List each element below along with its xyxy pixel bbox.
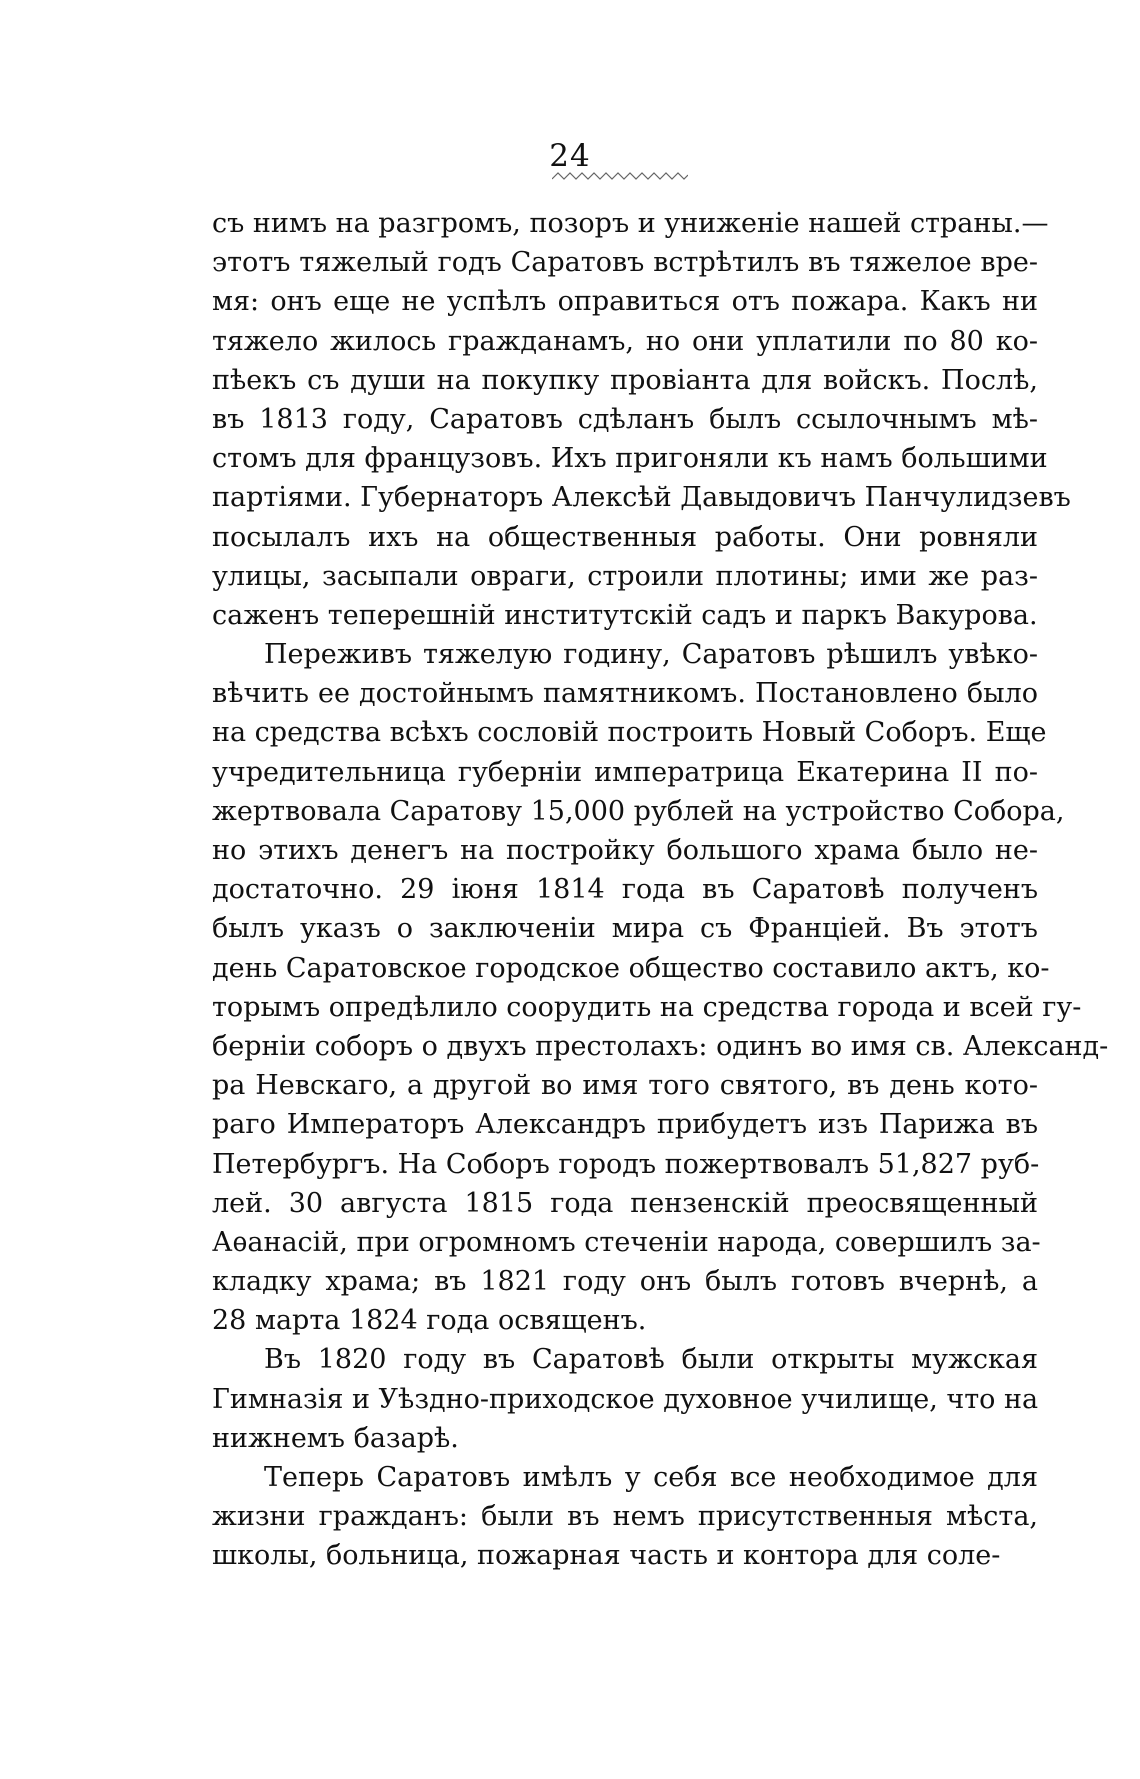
- text-line: съ нимъ на разгромъ, позоръ и униженіе нашей страны.—: [212, 208, 1049, 239]
- text-line: Аѳанасій, при огромномъ стеченіи народа, совершилъ за-: [212, 1226, 1041, 1258]
- text-line: день Саратовское городское общество составило актъ, ко-: [212, 952, 1050, 984]
- page-number: 24: [549, 138, 591, 174]
- text-line: Гимназія и Уѣздно-приходское духовное училище, что на: [212, 1383, 1039, 1415]
- paragraph: [212, 1458, 1038, 1576]
- text-line: тяжело жилось гражданамъ, но они уплатили по 80 ко-: [212, 325, 1038, 357]
- text-line: Переживъ тяжелую годину, Саратовъ рѣшилъ увѣко-: [264, 639, 1038, 671]
- body-text: [212, 204, 1109, 1576]
- text-line: 28 марта 1824 года освященъ.: [212, 1305, 647, 1337]
- text-line: кладку храма; въ 1821 году онъ былъ готовъ вчернѣ, а: [212, 1266, 1038, 1298]
- text-line: стомъ для французовъ. Ихъ пригоняли къ намъ большими: [212, 443, 1048, 475]
- text-line: достаточно. 29 іюня 1814 года въ Саратовѣ полученъ: [212, 874, 1038, 906]
- text-line: Теперь Саратовъ имѣлъ у себя все необходимое для: [264, 1462, 1038, 1493]
- paragraph: [212, 204, 1071, 635]
- text-line: Петербургъ. На Соборъ городъ пожертвовалъ 51,827 руб-: [212, 1148, 1040, 1180]
- text-line: былъ указъ о заключеніи мира съ Франціей. Въ этотъ: [212, 913, 1038, 945]
- text-line: мя: онъ еще не успѣлъ оправиться отъ пожара. Какъ ни: [212, 286, 1038, 318]
- text-line: торымъ опредѣлило соорудить на средства города и всей гу-: [212, 991, 1082, 1023]
- text-line: пѣекъ съ души на покупку провіанта для войскъ. Послѣ,: [212, 364, 1038, 396]
- text-line: жертвовала Саратову 15,000 рублей на устройство Собора,: [212, 795, 1065, 827]
- decorative-rule: [552, 170, 688, 182]
- text-line: нижнемъ базарѣ.: [212, 1422, 459, 1454]
- text-line: на средства всѣхъ сословій построить Новый Соборъ. Еще: [212, 717, 1047, 749]
- text-line: но этихъ денегъ на постройку большого храма было не-: [212, 835, 1038, 866]
- text-line: лей. 30 августа 1815 года пензенскій преосвященный: [212, 1187, 1038, 1219]
- text-line: вѣчить ее достойнымъ памятникомъ. Постановлено было: [212, 678, 1038, 710]
- text-line: берніи соборъ о двухъ престолахъ: одинъ во имя св. Александ-: [212, 1030, 1109, 1062]
- text-line: этотъ тяжелый годъ Саратовъ встрѣтилъ въ тяжелое вре-: [212, 247, 1038, 279]
- text-line: партіями. Губернаторъ Алексѣй Давыдовичъ Панчулидзевъ: [212, 482, 1071, 514]
- text-line: въ 1813 году, Саратовъ сдѣланъ былъ ссылочнымъ мѣ-: [212, 403, 1038, 435]
- text-line: посылалъ ихъ на общественныя работы. Они ровняли: [212, 521, 1038, 553]
- paragraph: [212, 635, 1109, 1340]
- text-line: ра Невскаго, а другой во имя того святого, въ день кото-: [212, 1070, 1038, 1102]
- text-line: жизни гражданъ: были въ немъ присутственныя мѣста,: [212, 1501, 1038, 1533]
- text-line: учредительница губерніи императрица Екатерина II по-: [212, 756, 1038, 788]
- text-line: школы, больница, пожарная часть и контора для соле-: [212, 1540, 1001, 1572]
- text-line: саженъ теперешній институтскій садъ и паркъ Вакурова.: [212, 599, 1038, 631]
- text-line: Въ 1820 году въ Саратовѣ были открыты мужская: [264, 1344, 1038, 1376]
- text-line: улицы, засыпали овраги, строили плотины; ими же раз-: [212, 560, 1038, 592]
- text-line: раго Императоръ Александръ прибудетъ изъ Парижа въ: [212, 1109, 1038, 1141]
- paragraph: [212, 1340, 1038, 1458]
